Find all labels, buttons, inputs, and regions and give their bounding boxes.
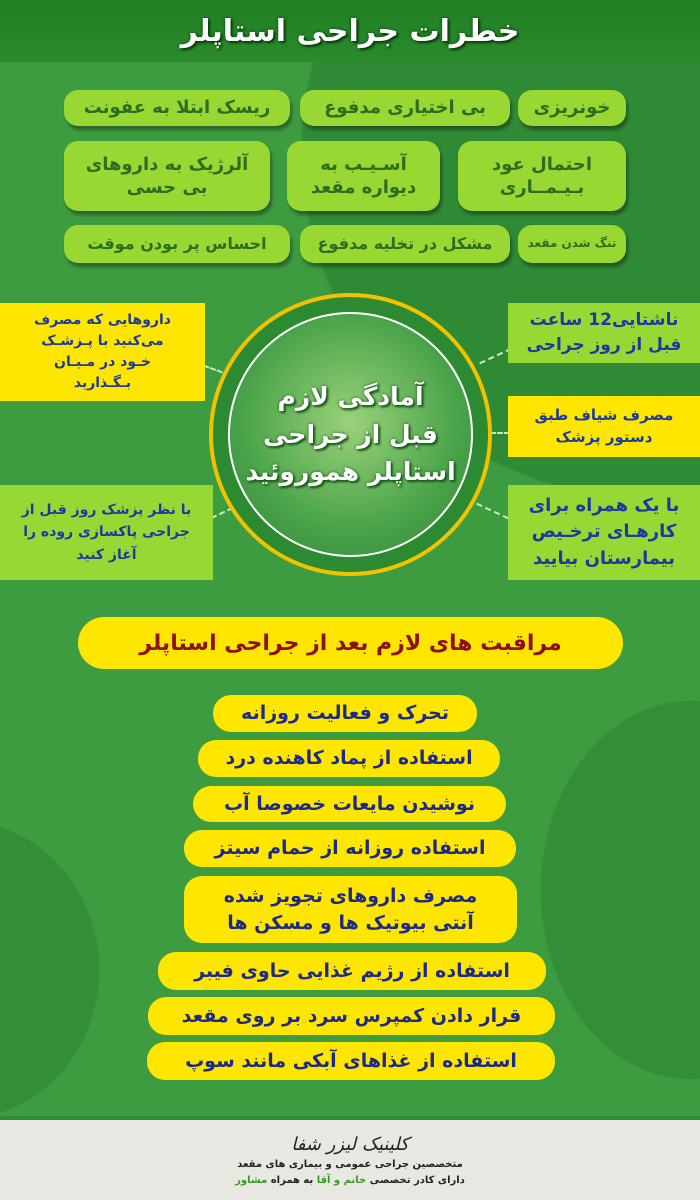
care-item: استفاده از غذاهای آبکی مانند سوپ: [147, 1042, 555, 1080]
center-inner-circle: [228, 312, 473, 557]
prep-box: داروهایی که مصرف می‌کنید با پـزشـک خـود در مـیـان بـگـذارید: [0, 303, 205, 401]
risk-pill: تنگ شدن مقعد: [518, 225, 626, 263]
page-title: خطرات جراحی استاپلر: [0, 0, 700, 62]
center-title-line: استاپلر هموروئید: [245, 457, 456, 487]
footer-highlight: مشاور: [235, 1175, 268, 1186]
risk-pill: احساس پر بودن موقت: [64, 225, 290, 263]
footer-text: دارای کادر تخصصی: [369, 1175, 465, 1186]
prep-box: ناشتایی12 ساعت قبل از روز جراحی: [508, 303, 700, 363]
center-title-line: آمادگی لازم: [277, 382, 424, 412]
risk-pill: بی اختیاری مدفوع: [300, 90, 510, 126]
risk-pill: خونریزی: [518, 90, 626, 126]
prep-box: مصرف شیاف طبق دستور پزشک: [508, 396, 700, 457]
care-item: نوشیدن مایعات خصوصا آب: [193, 786, 506, 822]
risk-pill: آلرژیک به داروهای بی حسی: [64, 141, 270, 211]
prep-box: با نظر پزشک روز قبل از جراحی پاکسازی روده را آغاز کنید: [0, 485, 213, 580]
care-item: تحرک و فعالیت روزانه: [213, 695, 477, 732]
footer-highlight: خانم و آقا: [316, 1175, 367, 1186]
risk-pill: ریسک ابتلا به عفونت: [64, 90, 290, 126]
care-item: استفاده از پماد کاهنده درد: [198, 740, 500, 777]
risk-pill: مشکل در تخلیه مدفوع: [300, 225, 510, 263]
care-item: استفاده از رژیم غذایی حاوی فیبر: [158, 952, 546, 990]
footer-staff-line: [235, 1175, 465, 1186]
footer: [0, 1116, 700, 1200]
prep-box: با یک همراه برای کارهـای ترخـیص بیمارستان بیایید: [508, 485, 700, 580]
footer-tagline: متخصصین جراحی عمومی و بیماری های مقعد: [237, 1159, 463, 1170]
care-item: استفاده روزانه از حمام سیتز: [184, 830, 516, 867]
care-section-title: مراقبت های لازم بعد از جراحی استاپلر: [78, 617, 623, 669]
risk-pill: آسـیـب به دیواره مقعد: [287, 141, 440, 211]
center-title-line: قبل از جراحی: [263, 419, 438, 449]
risk-pill: احتمال عود بـیـمــاری: [458, 141, 626, 211]
care-item: مصرف داروهای تجویز شده آنتی بیوتیک ها و مسکن ها: [184, 876, 517, 943]
care-item: قرار دادن کمپرس سرد بر روی مقعد: [148, 997, 555, 1035]
clinic-logo: کلینیک لیزر شفا: [291, 1134, 409, 1155]
connector: [490, 432, 510, 434]
footer-text: به همراه: [270, 1175, 314, 1186]
